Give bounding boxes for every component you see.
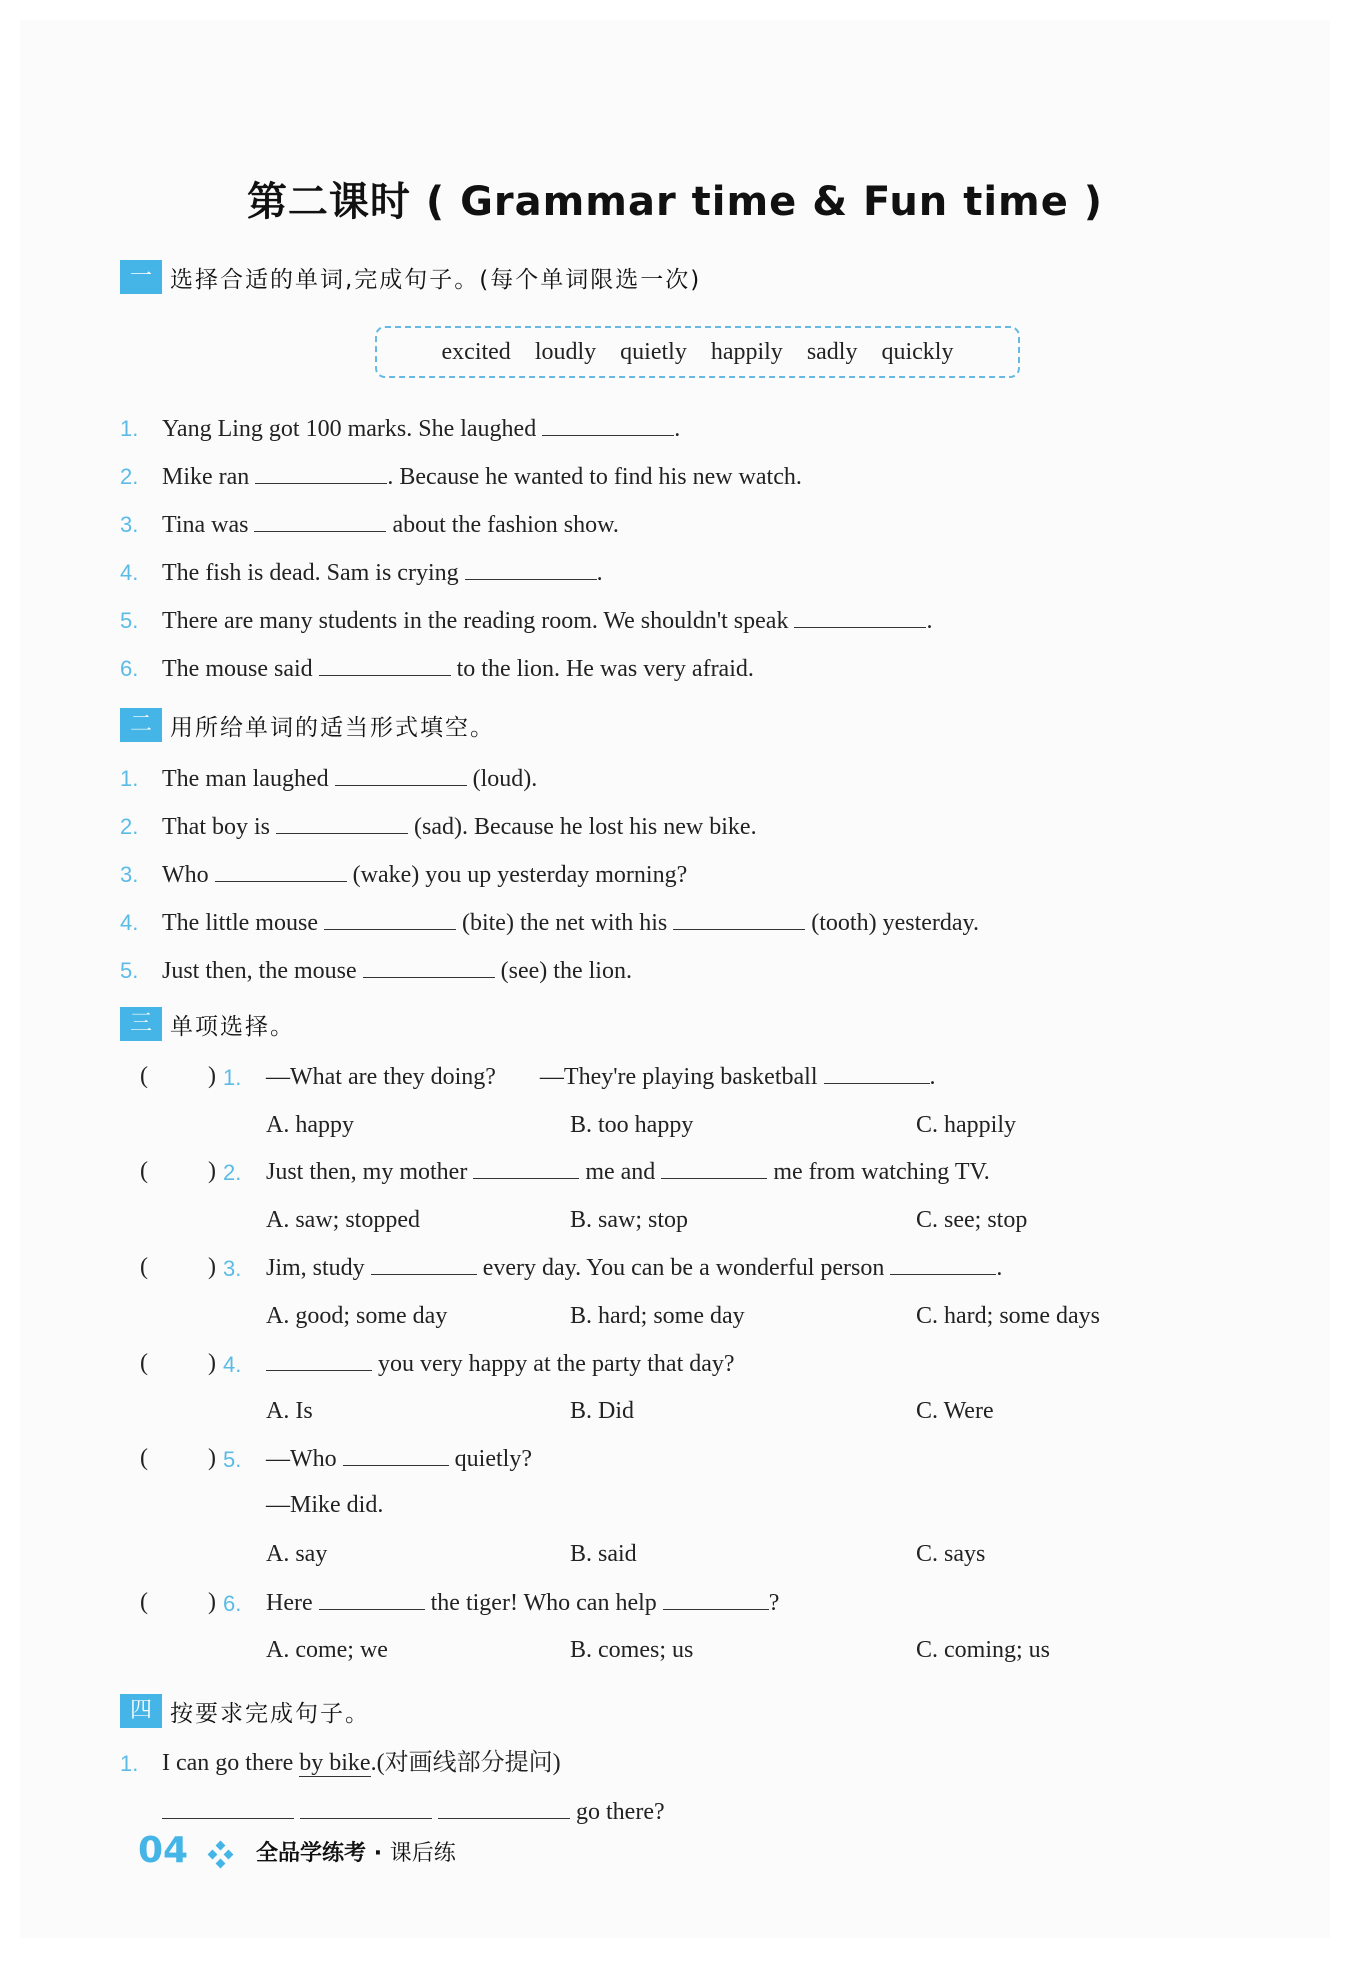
answer-blank[interactable] xyxy=(335,763,467,786)
answer-blank[interactable] xyxy=(438,1796,570,1819)
section-2-badge: 二 xyxy=(120,708,162,742)
answer-paren-left: ( xyxy=(140,1350,148,1376)
question-text: —Who quietly? xyxy=(266,1443,532,1474)
question-number: 3. xyxy=(223,1256,242,1281)
question-text: —What are they doing? —They're playing basketball . xyxy=(266,1061,936,1092)
answer-paren-right: ) xyxy=(208,1254,216,1280)
exercise-sentence: I can go there by bike.(对画线部分提问) xyxy=(162,1750,561,1776)
answer-blank[interactable] xyxy=(215,859,347,882)
option-b[interactable]: B. too happy xyxy=(570,1112,694,1138)
footer-brand xyxy=(256,1836,456,1867)
section-2-title: 用所给单词的适当形式填空。 xyxy=(170,714,495,741)
item-number: 2. xyxy=(120,814,139,839)
option-c[interactable]: C. Were xyxy=(916,1398,994,1424)
exercise-sentence: The mouse said to the lion. He was very afraid. xyxy=(162,653,754,684)
brand-subtitle: 课后练 xyxy=(389,1841,456,1866)
exercise-sentence: The little mouse (bite) the net with his (tooth) yesterday. xyxy=(162,907,979,938)
section-3-title: 单项选择。 xyxy=(170,1013,295,1040)
answer-blank[interactable] xyxy=(663,1587,769,1610)
answer-paren-right: ) xyxy=(208,1589,216,1615)
exercise-sentence: Tina was about the fashion show. xyxy=(162,509,619,540)
option-b[interactable]: B. comes; us xyxy=(570,1637,694,1663)
answer-blank[interactable] xyxy=(661,1156,767,1179)
option-a[interactable]: A. say xyxy=(266,1541,328,1567)
option-a[interactable]: A. Is xyxy=(266,1398,313,1424)
option-a[interactable]: A. good; some day xyxy=(266,1303,448,1329)
answer-paren-right: ) xyxy=(208,1445,216,1471)
item-number: 5. xyxy=(120,958,139,983)
exercise-sentence: Mike ran . Because he wanted to find his new watch. xyxy=(162,461,802,492)
section-3-badge: 三 xyxy=(120,1007,162,1041)
exercise-sentence: Yang Ling got 100 marks. She laughed . xyxy=(162,413,680,444)
page-number: 04 xyxy=(138,1830,189,1871)
answer-blank[interactable] xyxy=(254,509,386,532)
section-1-title: 选择合适的单词,完成句子。(每个单词限选一次) xyxy=(170,266,702,293)
item-number: 5. xyxy=(120,608,139,633)
answer-blank[interactable] xyxy=(343,1443,449,1466)
item-number: 2. xyxy=(120,464,139,489)
answer-paren-right: ) xyxy=(208,1350,216,1376)
option-c[interactable]: C. see; stop xyxy=(916,1207,1028,1233)
answer-blank[interactable] xyxy=(794,605,926,628)
answer-paren-left: ( xyxy=(140,1063,148,1089)
word-bank-word: excited xyxy=(441,338,511,365)
item-number: 4. xyxy=(120,560,139,585)
word-bank-word: quietly xyxy=(620,338,687,365)
answer-blank[interactable] xyxy=(473,1156,579,1179)
option-c[interactable]: C. says xyxy=(916,1541,986,1567)
answer-paren-right: ) xyxy=(208,1063,216,1089)
answer-paren-left: ( xyxy=(140,1158,148,1184)
exercise-sentence: The fish is dead. Sam is crying . xyxy=(162,557,603,588)
item-number: 1. xyxy=(120,1751,139,1776)
question-number: 4. xyxy=(223,1352,242,1377)
section-3-heading xyxy=(120,1007,295,1041)
answer-blank[interactable] xyxy=(371,1252,477,1275)
brand-separator: · xyxy=(373,1841,383,1866)
answer-blank[interactable] xyxy=(673,907,805,930)
option-b[interactable]: B. hard; some day xyxy=(570,1303,745,1329)
question-text: Jim, study every day. You can be a wonderful person . xyxy=(266,1252,1002,1283)
answer-blank[interactable] xyxy=(300,1796,432,1819)
option-c[interactable]: C. coming; us xyxy=(916,1637,1051,1663)
answer-paren-left: ( xyxy=(140,1589,148,1615)
answer-blank[interactable] xyxy=(542,413,674,436)
section-1-badge: 一 xyxy=(120,260,162,294)
answer-blank[interactable] xyxy=(266,1348,372,1371)
answer-line: go there? xyxy=(162,1796,665,1827)
answer-blank[interactable] xyxy=(162,1796,294,1819)
option-b[interactable]: B. said xyxy=(570,1541,637,1567)
question-number: 5. xyxy=(223,1447,242,1472)
exercise-sentence: The man laughed (loud). xyxy=(162,763,537,794)
question-number: 6. xyxy=(223,1591,242,1616)
answer-blank[interactable] xyxy=(324,907,456,930)
option-a[interactable]: A. saw; stopped xyxy=(266,1207,420,1233)
exercise-sentence: There are many students in the reading room. We shouldn't speak . xyxy=(162,605,932,636)
word-bank xyxy=(375,326,1020,378)
word-bank-word: loudly xyxy=(534,338,597,365)
option-c[interactable]: C. happily xyxy=(916,1112,1016,1138)
exercise-sentence: Who (wake) you up yesterday morning? xyxy=(162,859,687,890)
item-number: 1. xyxy=(120,416,139,441)
answer-blank[interactable] xyxy=(465,557,597,580)
answer-blank[interactable] xyxy=(890,1252,996,1275)
word-bank-word: quickly xyxy=(881,338,954,365)
word-bank-word: sadly xyxy=(806,338,858,365)
item-number: 4. xyxy=(120,910,139,935)
option-b[interactable]: B. Did xyxy=(570,1398,635,1424)
word-bank-word: happily xyxy=(710,338,783,365)
question-text: you very happy at the party that day? xyxy=(266,1348,735,1379)
answer-blank[interactable] xyxy=(319,653,451,676)
item-number: 1. xyxy=(120,766,139,791)
option-a[interactable]: A. come; we xyxy=(266,1637,388,1663)
option-b[interactable]: B. saw; stop xyxy=(570,1207,689,1233)
section-4-title: 按要求完成句子。 xyxy=(170,1700,370,1727)
question-text: Here the tiger! Who can help ? xyxy=(266,1587,779,1618)
brand-name: 全品学练考 xyxy=(256,1841,367,1866)
question-number: 1. xyxy=(223,1065,242,1090)
answer-blank[interactable] xyxy=(319,1587,425,1610)
option-c[interactable]: C. hard; some days xyxy=(916,1303,1100,1329)
answer-blank[interactable] xyxy=(276,811,408,834)
answer-paren-right: ) xyxy=(208,1158,216,1184)
question-text-line2: —Mike did. xyxy=(266,1492,384,1518)
item-number: 6. xyxy=(120,656,139,681)
question-number: 2. xyxy=(223,1160,242,1185)
answer-blank[interactable] xyxy=(824,1061,930,1084)
exercise-sentence: That boy is (sad). Because he lost his new bike. xyxy=(162,811,757,842)
item-number: 3. xyxy=(120,512,139,537)
diamond-dots-icon xyxy=(206,1840,236,1870)
page-title: 第二课时 ( Grammar time & Fun time ) xyxy=(246,179,1104,225)
item-number: 3. xyxy=(120,862,139,887)
section-1-heading xyxy=(120,260,701,294)
question-text: Just then, my mother me and me from watching TV. xyxy=(266,1156,990,1187)
section-4-badge: 四 xyxy=(120,1694,162,1728)
section-4-heading xyxy=(120,1694,370,1728)
answer-blank[interactable] xyxy=(255,461,387,484)
section-2-heading xyxy=(120,708,495,742)
option-a[interactable]: A. happy xyxy=(266,1112,354,1138)
worksheet-page xyxy=(20,20,1330,1938)
answer-paren-left: ( xyxy=(140,1254,148,1280)
answer-blank[interactable] xyxy=(363,955,495,978)
exercise-sentence: Just then, the mouse (see) the lion. xyxy=(162,955,632,986)
underlined-phrase: by bike xyxy=(299,1750,371,1776)
answer-paren-left: ( xyxy=(140,1445,148,1471)
